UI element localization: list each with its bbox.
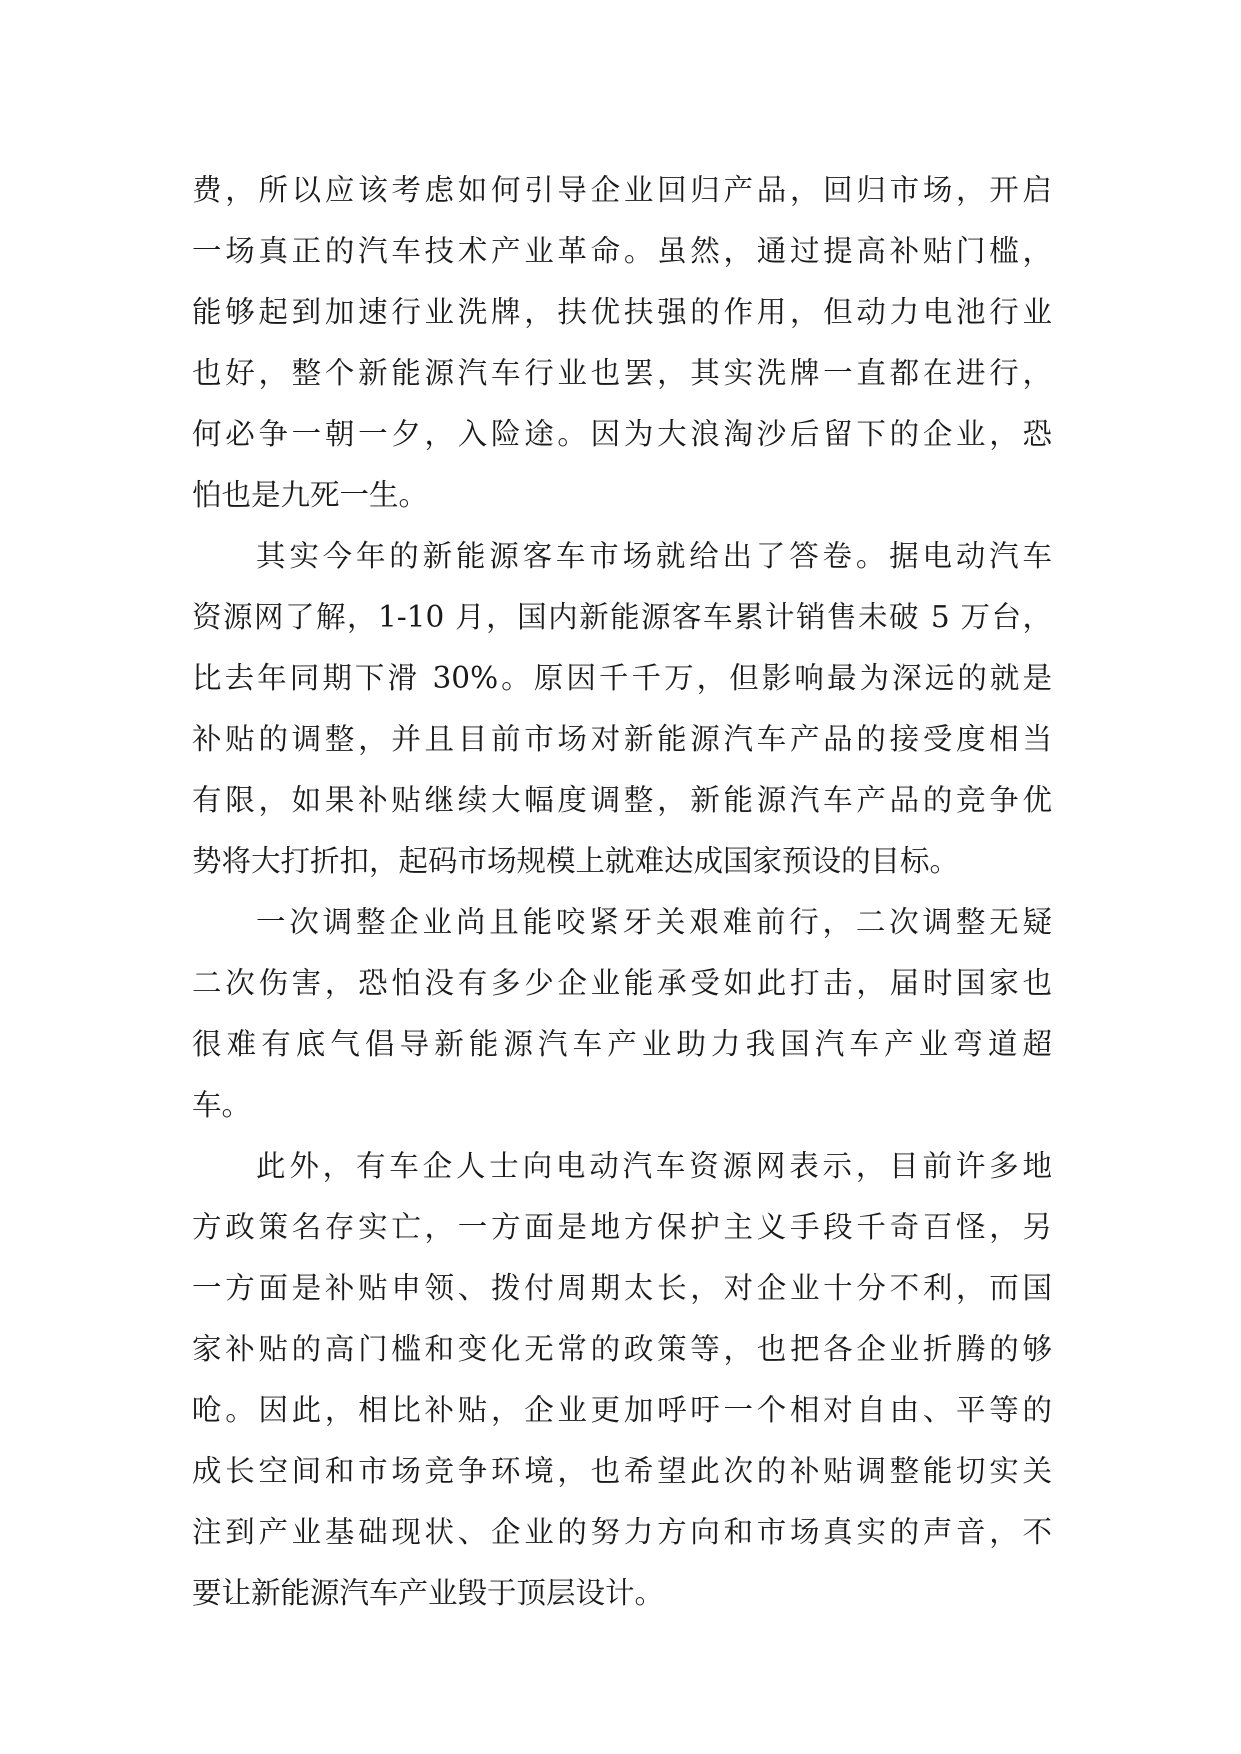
text-line: 注到产业基础现状、企业的努力方向和市场真实的声音，不 [192, 1515, 1052, 1549]
paragraph-2 [192, 526, 1052, 892]
text-line: 方政策名存实亡，一方面是地方保护主义手段千奇百怪，另 [192, 1210, 1052, 1244]
text-line: 其实今年的新能源客车市场就给出了答卷。据电动汽车 [256, 539, 1052, 573]
text-line: 资源网了解，1-10 月，国内新能源客车累计销售未破 5 万台， [192, 600, 1052, 634]
document-body [192, 160, 1052, 1624]
text-line: 二次伤害，恐怕没有多少企业能承受如此打击，届时国家也 [192, 966, 1052, 1000]
text-line: 一场真正的汽车技术产业革命。虽然，通过提高补贴门槛， [192, 234, 1052, 268]
text-line: 一次调整企业尚且能咬紧牙关艰难前行，二次调整无疑 [256, 905, 1052, 939]
text-line: 费，所以应该考虑如何引导企业回归产品，回归市场，开启 [192, 173, 1052, 207]
text-line: 成长空间和市场竞争环境，也希望此次的补贴调整能切实关 [192, 1454, 1052, 1488]
text-line: 补贴的调整，并且目前市场对新能源汽车产品的接受度相当 [192, 722, 1052, 756]
text-line: 怕也是九死一生。 [192, 478, 429, 512]
text-line: 势将大打折扣，起码市场规模上就难达成国家预设的目标。 [192, 844, 960, 878]
text-line: 有限，如果补贴继续大幅度调整，新能源汽车产品的竞争优 [192, 783, 1052, 817]
text-line: 何必争一朝一夕，入险途。因为大浪淘沙后留下的企业，恐 [192, 417, 1052, 451]
text-line: 比去年同期下滑 30%。原因千千万，但影响最为深远的就是 [192, 661, 1052, 695]
text-line: 家补贴的高门槛和变化无常的政策等，也把各企业折腾的够 [192, 1332, 1052, 1366]
text-line: 要让新能源汽车产业毁于顶层设计。 [192, 1576, 665, 1610]
paragraph-3 [192, 892, 1052, 1136]
text-line: 能够起到加速行业洗牌，扶优扶强的作用，但动力电池行业 [192, 295, 1052, 329]
text-line: 一方面是补贴申领、拨付周期太长，对企业十分不利，而国 [192, 1271, 1052, 1305]
text-line: 车。 [192, 1088, 252, 1122]
text-line: 此外，有车企人士向电动汽车资源网表示，目前许多地 [256, 1149, 1052, 1183]
paragraph-4 [192, 1136, 1052, 1624]
text-line: 也好，整个新能源汽车行业也罢，其实洗牌一直都在进行， [192, 356, 1052, 390]
paragraph-1 [192, 160, 1052, 526]
text-line: 很难有底气倡导新能源汽车产业助力我国汽车产业弯道超 [192, 1027, 1052, 1061]
text-line: 呛。因此，相比补贴，企业更加呼吁一个相对自由、平等的 [192, 1393, 1052, 1427]
